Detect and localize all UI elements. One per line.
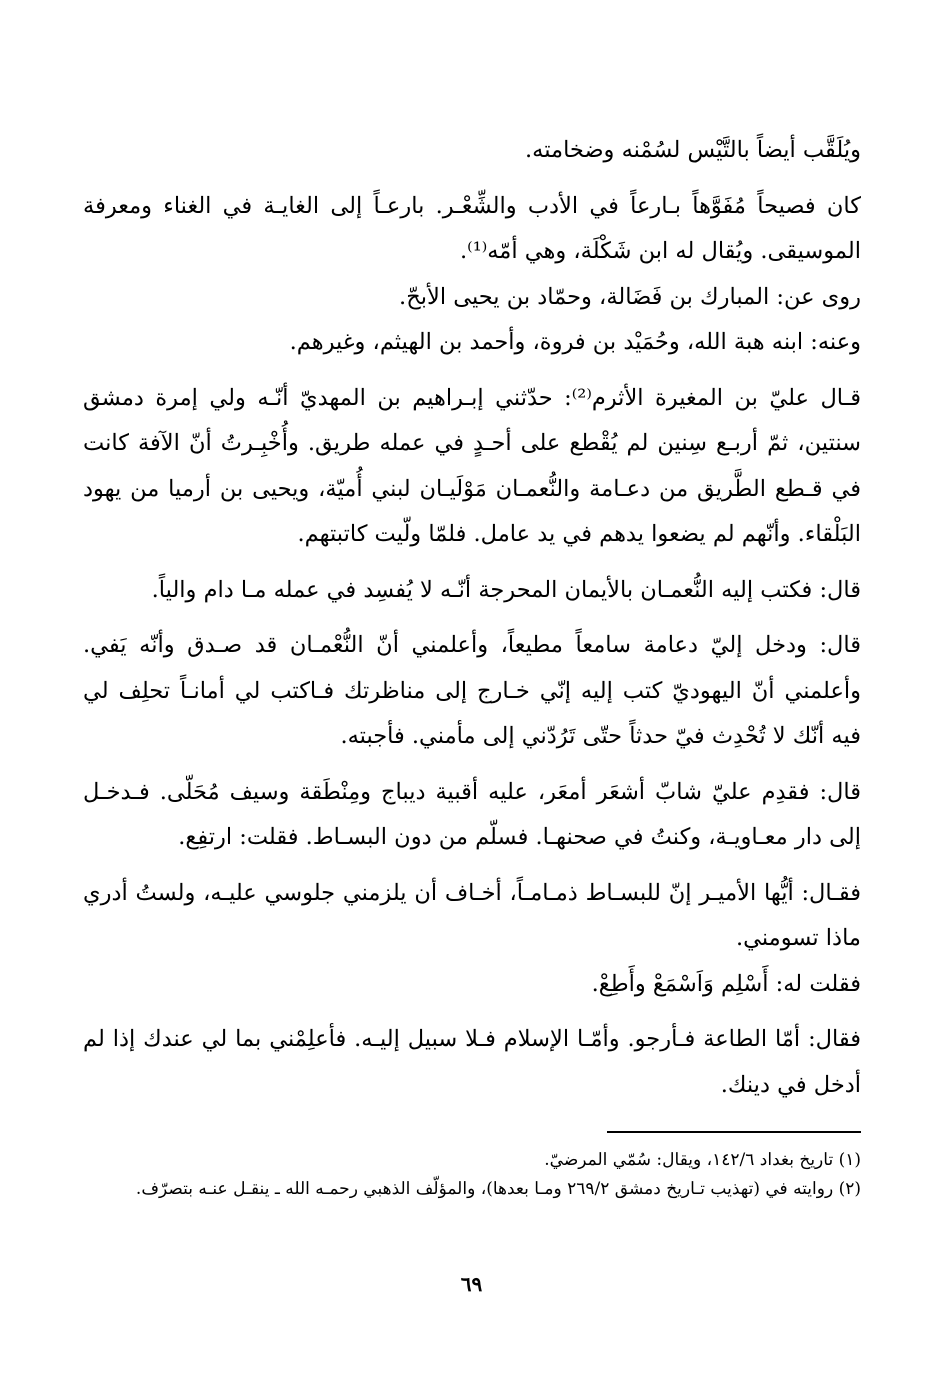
paragraph-young-man: قال: فقدِم عليّ شابّ أشعَر أمعَر، عليه أقبية ديباج ومِنْطَقة وسيف مُحَلّى. فـدخـل إلى دار معـاويـة، وكنتُ في صحنهـا. فسلّم من دون البسـاط. فقلت: ارتفِع. (83, 778, 861, 850)
paragraph-diama: قال: ودخل إليّ دعامة سامعاً مطيعاً، وأعلمني أنّ النُّعْمـان قد صـدق وأنّه يَفي. وأعلمني أنّ اليهوديّ كتب إليه إنّي خـارج إلى مناظرتك فـاكتب لي أمانـاً تحلِف لي فيه أنّك لا تُحْدِث فيّ حدثاً حتّى تَرُدّني إلى مأمني. فأجبته. (83, 632, 861, 749)
paragraph-nickname: ويُلَقَّب أيضاً بالتَّيْس لسُمْنه وضخامته. (525, 137, 861, 163)
paragraph-carpet: فقـال: أيُّها الأميـر إنّ للبسـاط ذمـامـاً، أخـاف أن يلزمني جلوسي عليـه، ولستُ أدري ماذا تسومني. (83, 879, 861, 951)
paragraph-reply: فقال: أمّا الطاعة فـأرجو. وأمّـا الإسلام فـلا سبيل إليـه. فأعلِمْني بما لي عندك إذا لم أدخل في دينك. (83, 1026, 861, 1098)
paragraph-description: كان فصيحاً مُفَوَّهاً بـارعاً في الأدب والشِّعْـر. بارعـاً إلى الغايـة في الغناء ومعرفة الموسيقى. ويُقال له ابن شَكْلَة، وهي أمّه⁽¹⁾. (83, 192, 861, 264)
paragraph-narrated-by: وعنه: ابنه هبة الله، وحُمَيْد بن فروة، وأحمد بن الهيثم، وغيرهم. (289, 329, 861, 355)
page-number: ٦٩ (460, 1272, 483, 1296)
footnotes (83, 1146, 861, 1204)
paragraph-numan-letter: قال: فكتب إليه النُّعمـان بالأيمان المحرجة أنّـه لا يُفسِد في عمله مـا دام والياً. (151, 576, 861, 603)
paragraph-islam-offer: فقلت له: أَسْلِم وَاَسْمَعْ وأَطِعْ. (591, 970, 861, 997)
paragraph-story-intro: قـال عليّ بن المغيرة الأثرم⁽²⁾: حدّثني إبـراهيم بن المهديّ أنّـه ولي إمرة دمشق سنتين، ثمّ أربـع سِنين لم يُقْطع على أحـدٍ في عمله طريق. وأُخْبِـرتُ أنّ الآفة كانت في قـطع الطَّريق من دعـامة والنُّعمـان مَوْلَيـان لبني أُميّة، ويحيى بن أرميا من يهود البَلْقاء. وأنّهم لم يضعوا يدهم في يد عامل. فلمّا ولّيت كاتبتهم. (83, 384, 862, 547)
paragraph-narrated-from: روى عن: المبارك بن فَضَالة، وحمّاد بن يحيى الأبحّ. (399, 283, 861, 310)
footnote-2: (٢) روايته في (تهذيب تـاريخ دمشق ٢٦٩/٢ ومـا بعدها)، والمؤلّف الذهبي رحمـه الله ـ ينقـل عنـه بتصرّف. (135, 1179, 861, 1199)
footnote-1: (١) تاريخ بغداد ١٤٢/٦، ويقال: سُمّي المرضيّ. (544, 1150, 861, 1170)
main-text (83, 128, 861, 1108)
footnote-separator (607, 1131, 861, 1133)
